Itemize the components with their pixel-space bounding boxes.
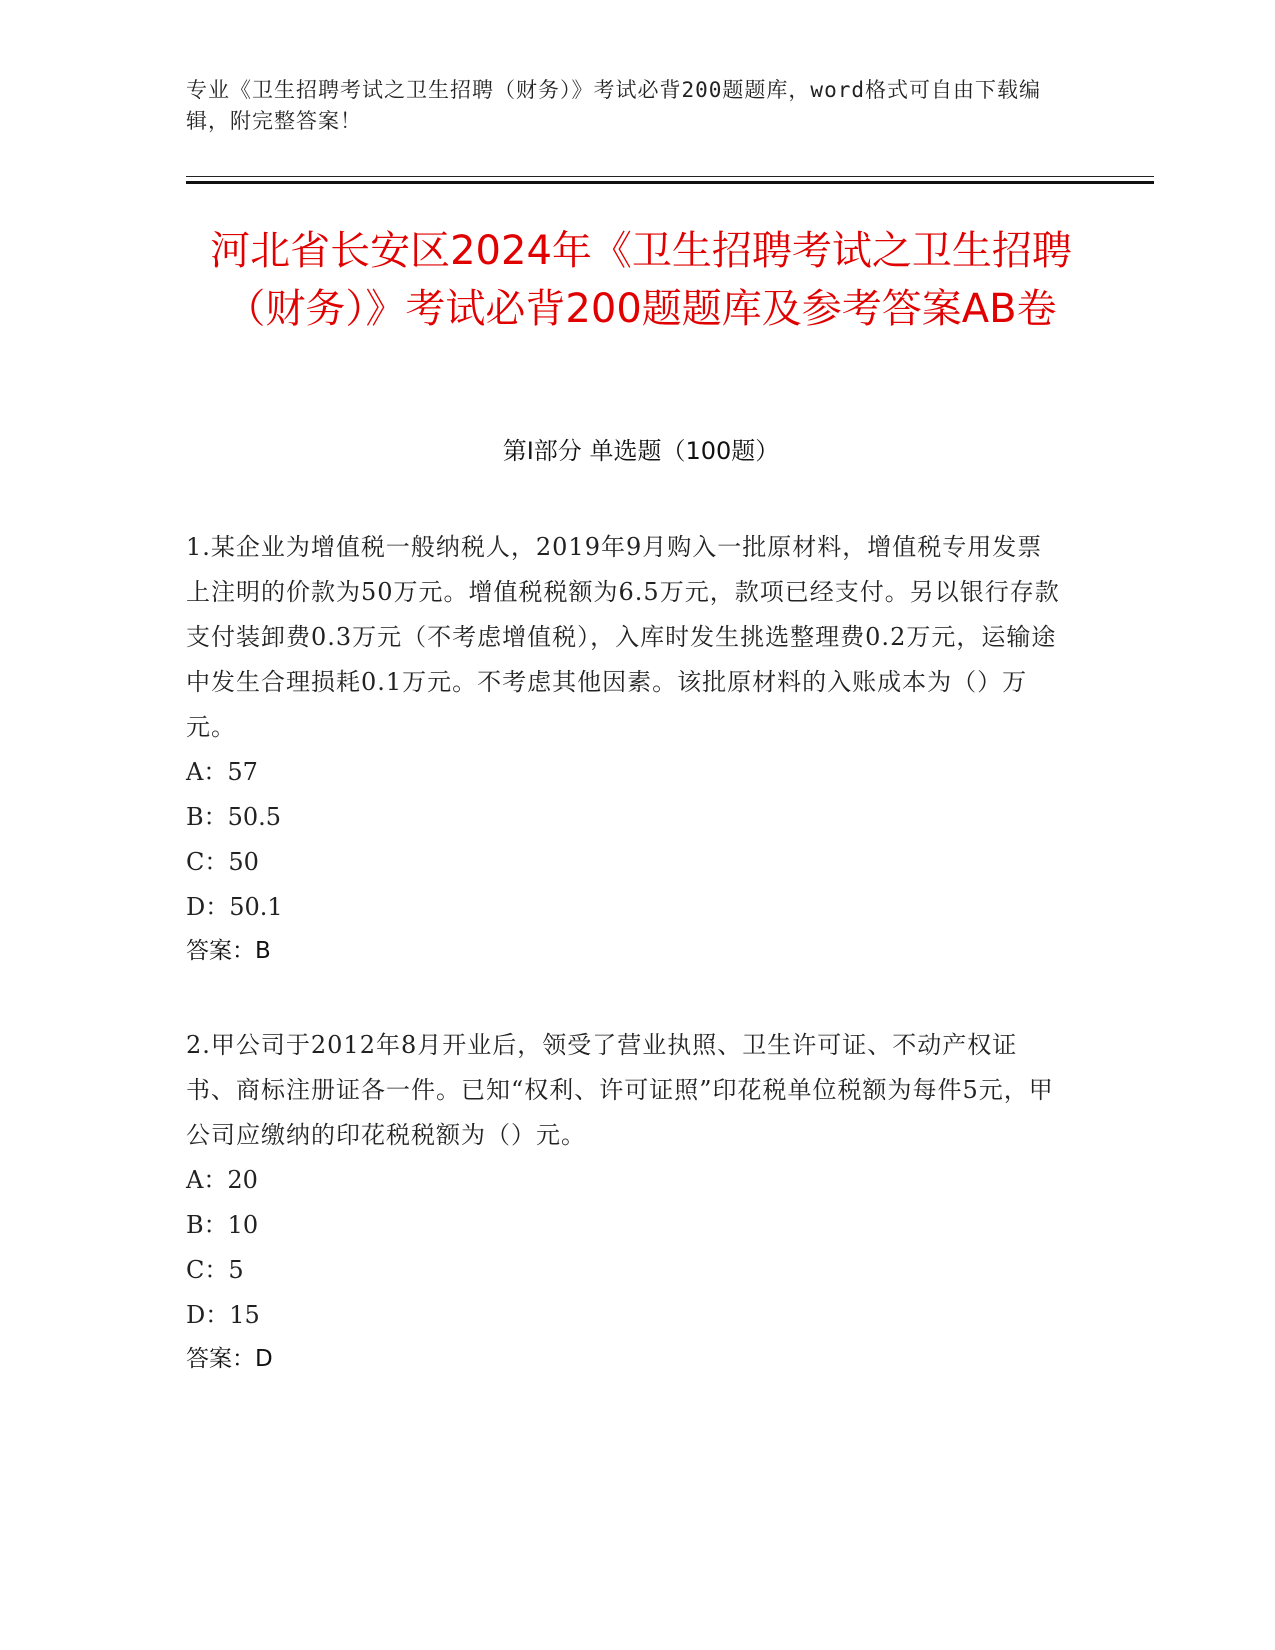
option-a: A：20 [186,1166,258,1194]
header-rule-thick [186,181,1154,184]
option-d: D：50.1 [186,893,283,921]
option-a: A：57 [186,758,258,786]
option-c: C：50 [186,848,259,876]
option-d: D：15 [186,1301,260,1329]
question-2 [186,1023,1066,1380]
answer: 答案：B [186,938,271,964]
header-rule-thin [186,176,1154,177]
header-note: 专业《卫生招聘考试之卫生招聘（财务）》考试必背200题题库，word格式可自由下载编辑，附完整答案！ [186,78,1041,133]
question-1 [186,525,1066,972]
document-title: 河北省长安区2024年《卫生招聘考试之卫生招聘（财务）》考试必背200题题库及参考答案AB卷 [210,228,1072,332]
answer: 答案：D [186,1346,273,1372]
question-stem: 2.甲公司于2012年8月开业后，领受了营业执照、卫生许可证、不动产权证书、商标注册证各一件。已知“权利、许可证照”印花税单位税额为每件5元，甲公司应缴纳的印花税税额为（）元。 [186,1031,1054,1149]
option-c: C：5 [186,1256,244,1284]
option-b: B：10 [186,1211,259,1239]
question-stem: 1.某企业为增值税一般纳税人，2019年9月购入一批原材料，增值税专用发票上注明的价款为50万元。增值税税额为6.5万元，款项已经支付。另以银行存款支付装卸费0.3万元（不考虑增值税），入库时发生挑选整理费0.2万元，运输途中发生合理损耗0.1万元。不考虑其他因素。该批原材料的入账成本为（）万元。 [186,533,1060,741]
section-heading: 第I部分 单选题（100题） [502,437,780,465]
option-b: B：50.5 [186,803,282,831]
